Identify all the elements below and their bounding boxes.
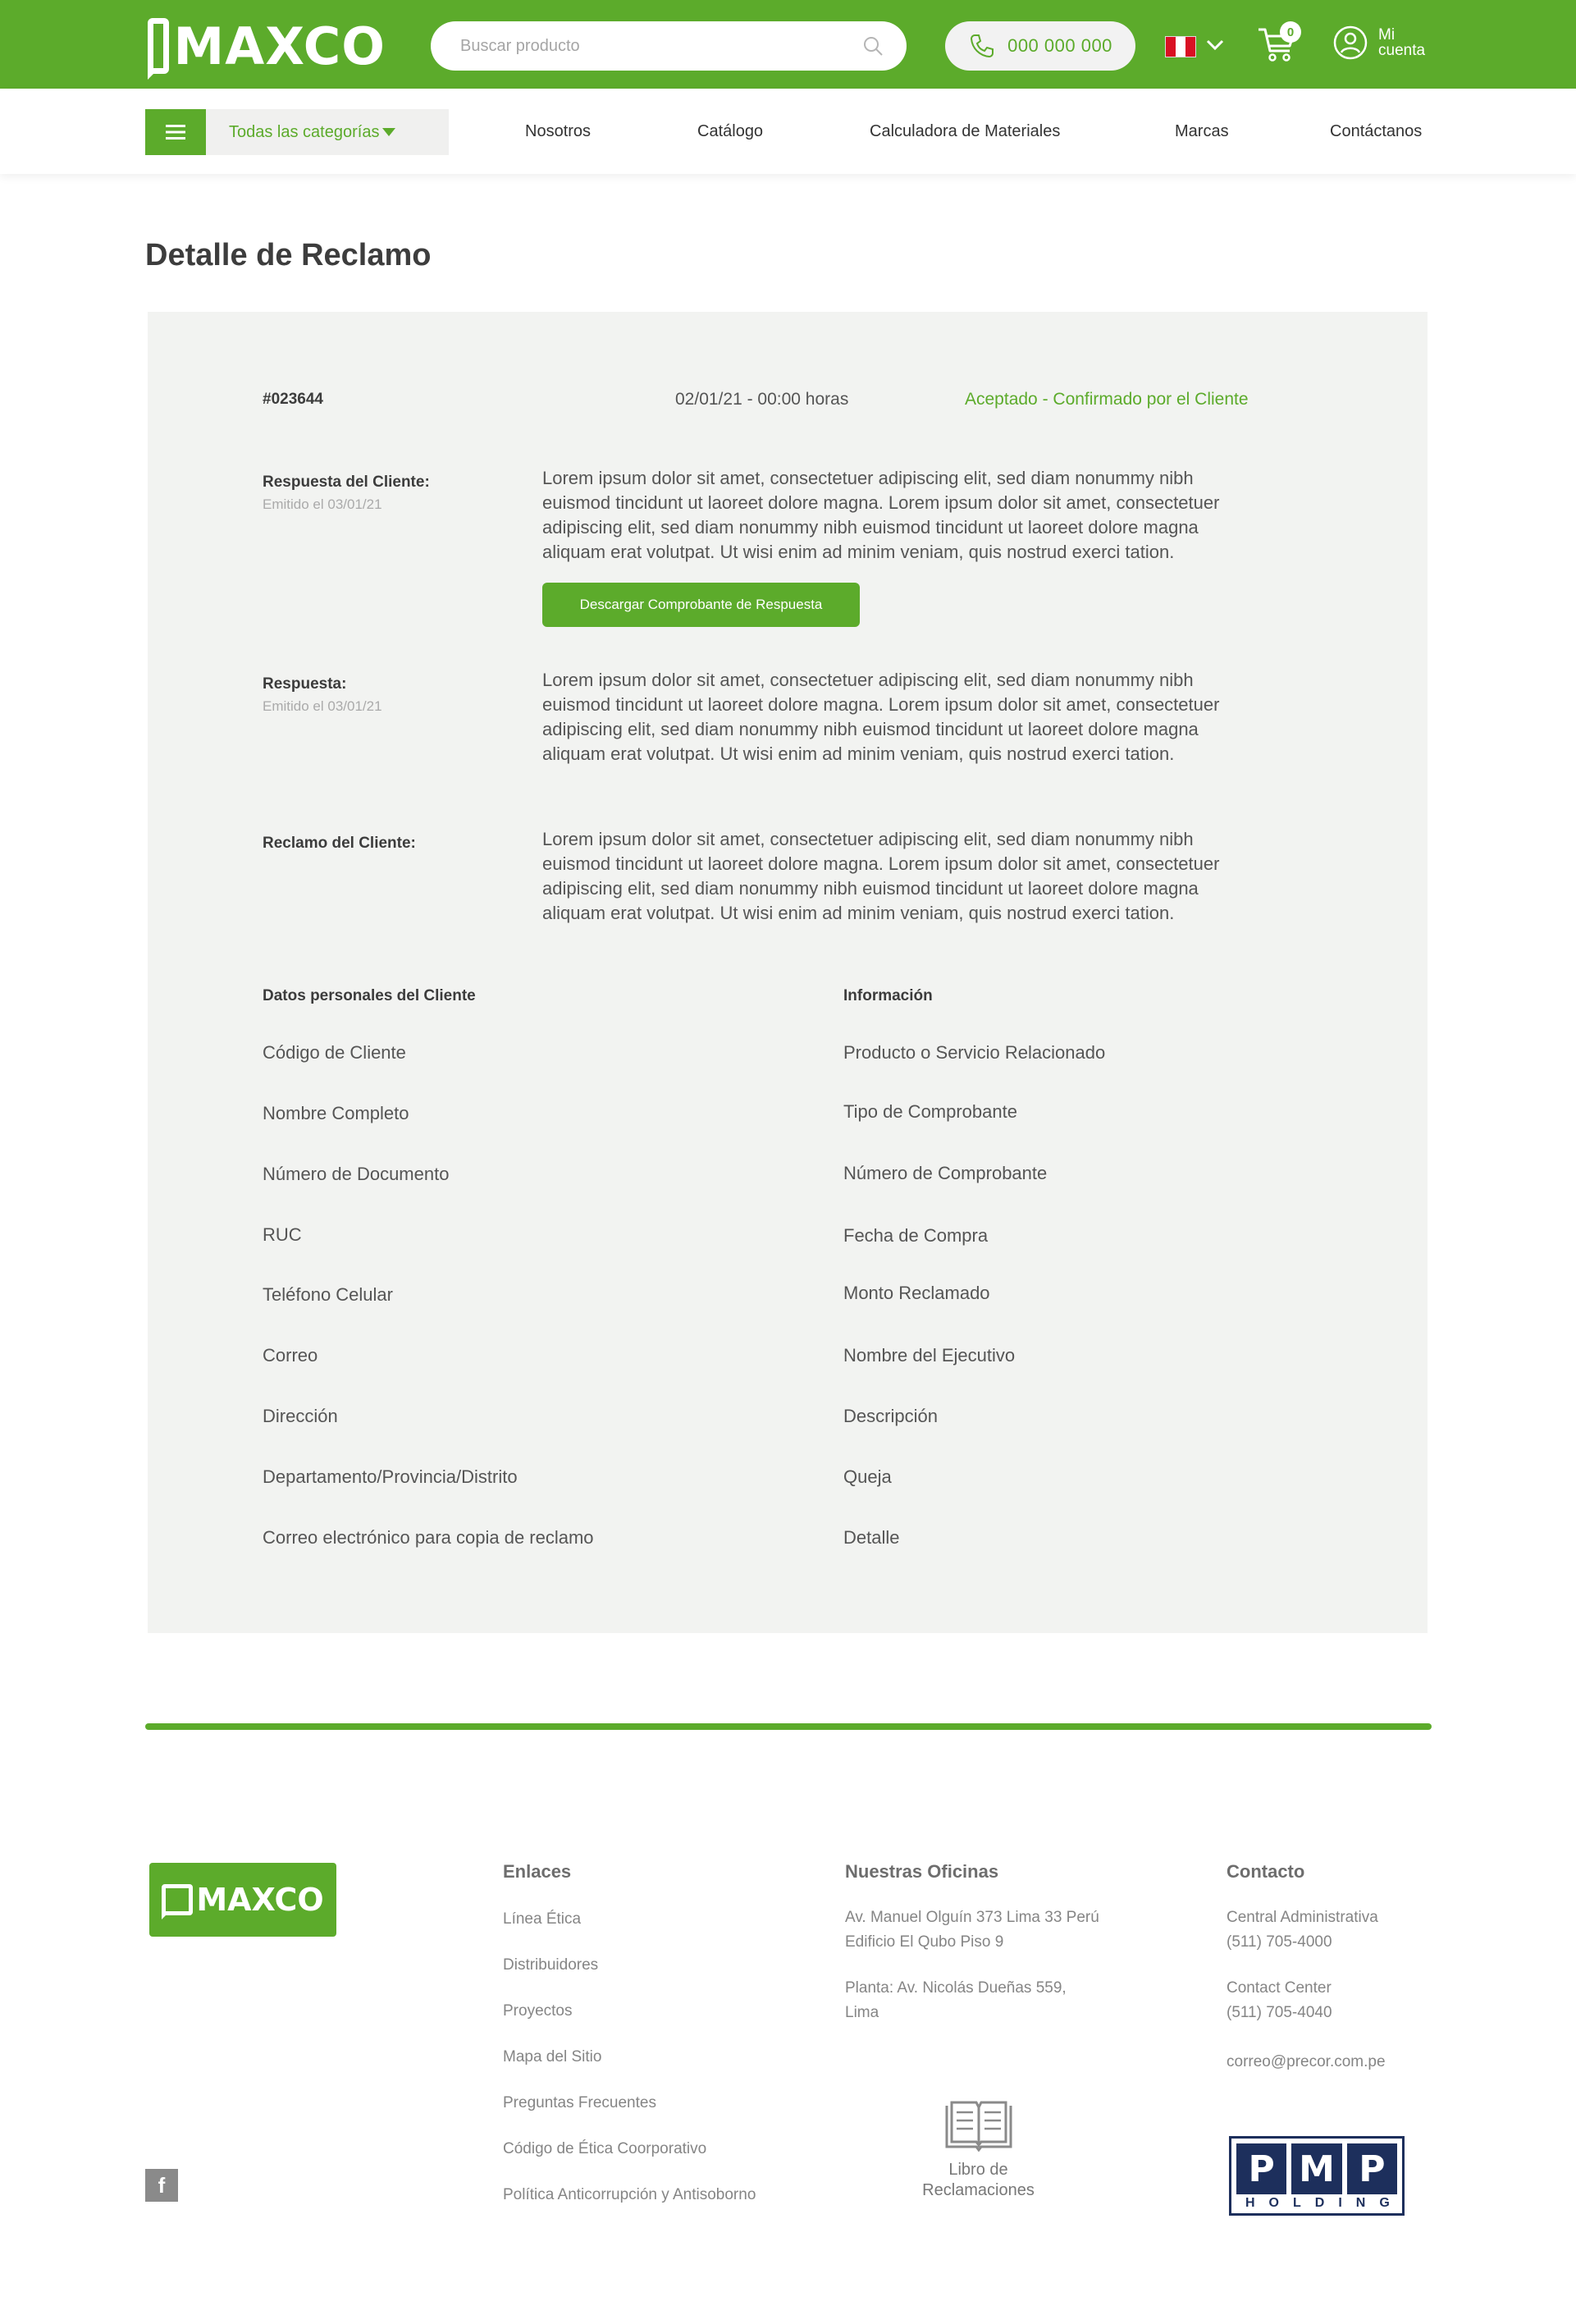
field-full-name: Nombre Completo (263, 1103, 409, 1123)
logo-text: MAXCO (173, 16, 386, 76)
account-label: Mi cuenta (1378, 26, 1426, 59)
maxco-logo[interactable] (148, 16, 386, 75)
footer-link-distribuidores[interactable]: Distribuidores (503, 1956, 599, 1974)
chevron-down-icon[interactable] (1204, 34, 1226, 56)
footer-maxco-logo[interactable] (149, 1863, 336, 1937)
response-label-group (263, 675, 382, 715)
nav-link-marcas[interactable]: Marcas (1175, 122, 1229, 140)
field-client-code: Código de Cliente (263, 1042, 406, 1063)
contact-center: Contact Center (511) 705-4040 (1227, 1979, 1332, 2021)
contact-email-link[interactable]: correo@precor.com.pe (1227, 2053, 1386, 2070)
field-claimed-amount: Monto Reclamado (843, 1283, 990, 1303)
field-executive-name: Nombre del Ejecutivo (843, 1345, 1016, 1366)
phone-icon (968, 32, 996, 60)
footer-link-codigo-etica[interactable]: Código de Ética Coorporativo (503, 2140, 707, 2157)
claim-id: #023644 (263, 391, 323, 408)
field-detail: Detalle (843, 1527, 900, 1548)
pmp-holding-text: HOLDING (1245, 2196, 1404, 2210)
client-response-label-group (263, 473, 430, 513)
download-receipt-button[interactable]: Descargar Comprobante de Respuesta (542, 583, 860, 627)
footer-link-anticorrupcion[interactable]: Política Anticorrupción y Antisoborno (503, 2186, 756, 2203)
nav-link-nosotros[interactable]: Nosotros (525, 122, 592, 140)
personal-data-heading: Datos personales del Cliente (263, 987, 476, 1004)
peru-flag-icon[interactable] (1165, 36, 1196, 57)
cart-count-badge: 0 (1280, 21, 1301, 43)
claim-status: Aceptado - Confirmado por el Cliente (965, 390, 1249, 409)
footer-link-proyectos[interactable]: Proyectos (503, 2002, 573, 2020)
section-date: Emitido el 03/01/21 (263, 698, 382, 714)
field-email: Correo (263, 1345, 318, 1366)
nav-link-contactanos[interactable]: Contáctanos (1330, 122, 1423, 140)
field-mobile-phone: Teléfono Celular (263, 1284, 393, 1305)
categories-label: Todas las categorías (229, 122, 380, 141)
footer-divider (145, 1723, 1432, 1730)
response-text: Lorem ipsum dolor sit amet, consectetuer adipiscing elit, sed diam nonummy nibh euismod tincidunt ut laoreet dolore magna. Lorem ipsum dolor sit amet, consectetuer adipiscing elit, sed diam nonummy nibh euismod tincidunt ut laoreet dolore magna aliquam erat volutpat. Ut wisi enim ad minim veniam, quis nostrud exerci tation. (542, 670, 1220, 764)
pmp-letter: P (1236, 2143, 1286, 2194)
field-copy-email: Correo electrónico para copia de reclamo (263, 1527, 594, 1548)
search-icon[interactable] (862, 35, 884, 57)
footer-link-linea-etica[interactable]: Línea Ética (503, 1910, 582, 1928)
search-bar[interactable] (431, 21, 907, 71)
section-label: Respuesta del Cliente: (263, 473, 430, 491)
office-address-2: Planta: Av. Nicolás Dueñas 559, Lima (845, 1979, 1067, 2021)
field-complaint: Queja (843, 1466, 892, 1487)
phone-number: 000 000 000 (1007, 35, 1112, 56)
field-related-product: Producto o Servicio Relacionado (843, 1042, 1106, 1063)
information-heading: Información (843, 987, 933, 1004)
page-title: Detalle de Reclamo (145, 238, 432, 272)
footer-logo-text: MAXCO (196, 1882, 324, 1918)
logo-mark-icon (148, 18, 169, 74)
pmp-letter: M (1291, 2143, 1341, 2194)
book-icon[interactable] (943, 2101, 1014, 2152)
client-claim-text: Lorem ipsum dolor sit amet, consectetuer adipiscing elit, sed diam nonummy nibh euismod tincidunt ut laoreet dolore magna. Lorem ipsum dolor sit amet, consectetuer adipiscing elit, sed diam nonummy nibh euismod tincidunt ut laoreet dolore magna aliquam erat volutpat. Ut wisi enim ad minim veniam, quis nostrud exerci tation. (542, 829, 1220, 923)
field-receipt-type: Tipo de Comprobante (843, 1101, 1017, 1122)
nav-link-catalogo[interactable]: Catálogo (697, 122, 764, 140)
field-receipt-number: Número de Comprobante (843, 1163, 1048, 1183)
contact-central: Central Administrativa (511) 705-4000 (1227, 1909, 1378, 1951)
office-address-1: Av. Manuel Olguín 373 Lima 33 Perú Edificio El Qubo Piso 9 (845, 1909, 1099, 1951)
pmp-holding-logo[interactable] (1229, 2136, 1405, 2216)
pmp-letter: P (1347, 2143, 1397, 2194)
footer-links-heading: Enlaces (503, 1861, 572, 1882)
logo-mark-icon (162, 1884, 193, 1915)
footer-contact-heading: Contacto (1227, 1861, 1305, 1882)
categories-dropdown[interactable] (145, 109, 449, 155)
footer-link-mapa-sitio[interactable]: Mapa del Sitio (503, 2048, 602, 2066)
search-input[interactable] (460, 37, 862, 56)
account-link[interactable] (1332, 25, 1444, 61)
facebook-icon[interactable]: f (145, 2169, 178, 2202)
field-description: Descripción (843, 1406, 938, 1426)
footer-offices-heading: Nuestras Oficinas (845, 1861, 999, 1882)
claim-datetime: 02/01/21 - 00:00 horas (675, 390, 849, 409)
nav-link-calculadora[interactable]: Calculadora de Materiales (870, 122, 1061, 140)
hamburger-icon[interactable] (145, 109, 206, 155)
field-ruc: RUC (263, 1224, 302, 1245)
caret-down-icon (382, 128, 395, 136)
field-document-number: Número de Documento (263, 1164, 450, 1184)
section-label: Respuesta: (263, 675, 347, 693)
section-date: Emitido el 03/01/21 (263, 496, 382, 512)
field-address: Dirección (263, 1406, 338, 1426)
client-response-text: Lorem ipsum dolor sit amet, consectetuer adipiscing elit, sed diam nonummy nibh euismod tincidunt ut laoreet dolore magna. Lorem ipsum dolor sit amet, consectetuer adipiscing elit, sed diam nonummy nibh euismod tincidunt ut laoreet dolore magna aliquam erat volutpat. Ut wisi enim ad minim veniam, quis nostrud exerci tation. (542, 468, 1220, 562)
phone-button[interactable] (945, 21, 1135, 71)
footer-link-preguntas[interactable]: Preguntas Frecuentes (503, 2094, 656, 2111)
field-purchase-date: Fecha de Compra (843, 1225, 989, 1246)
complaints-book-link[interactable]: Libro de Reclamaciones (922, 2161, 1035, 2199)
field-department-province-district: Departamento/Provincia/Distrito (263, 1466, 518, 1487)
user-icon (1332, 25, 1368, 61)
client-claim-label: Reclamo del Cliente: (263, 835, 416, 852)
